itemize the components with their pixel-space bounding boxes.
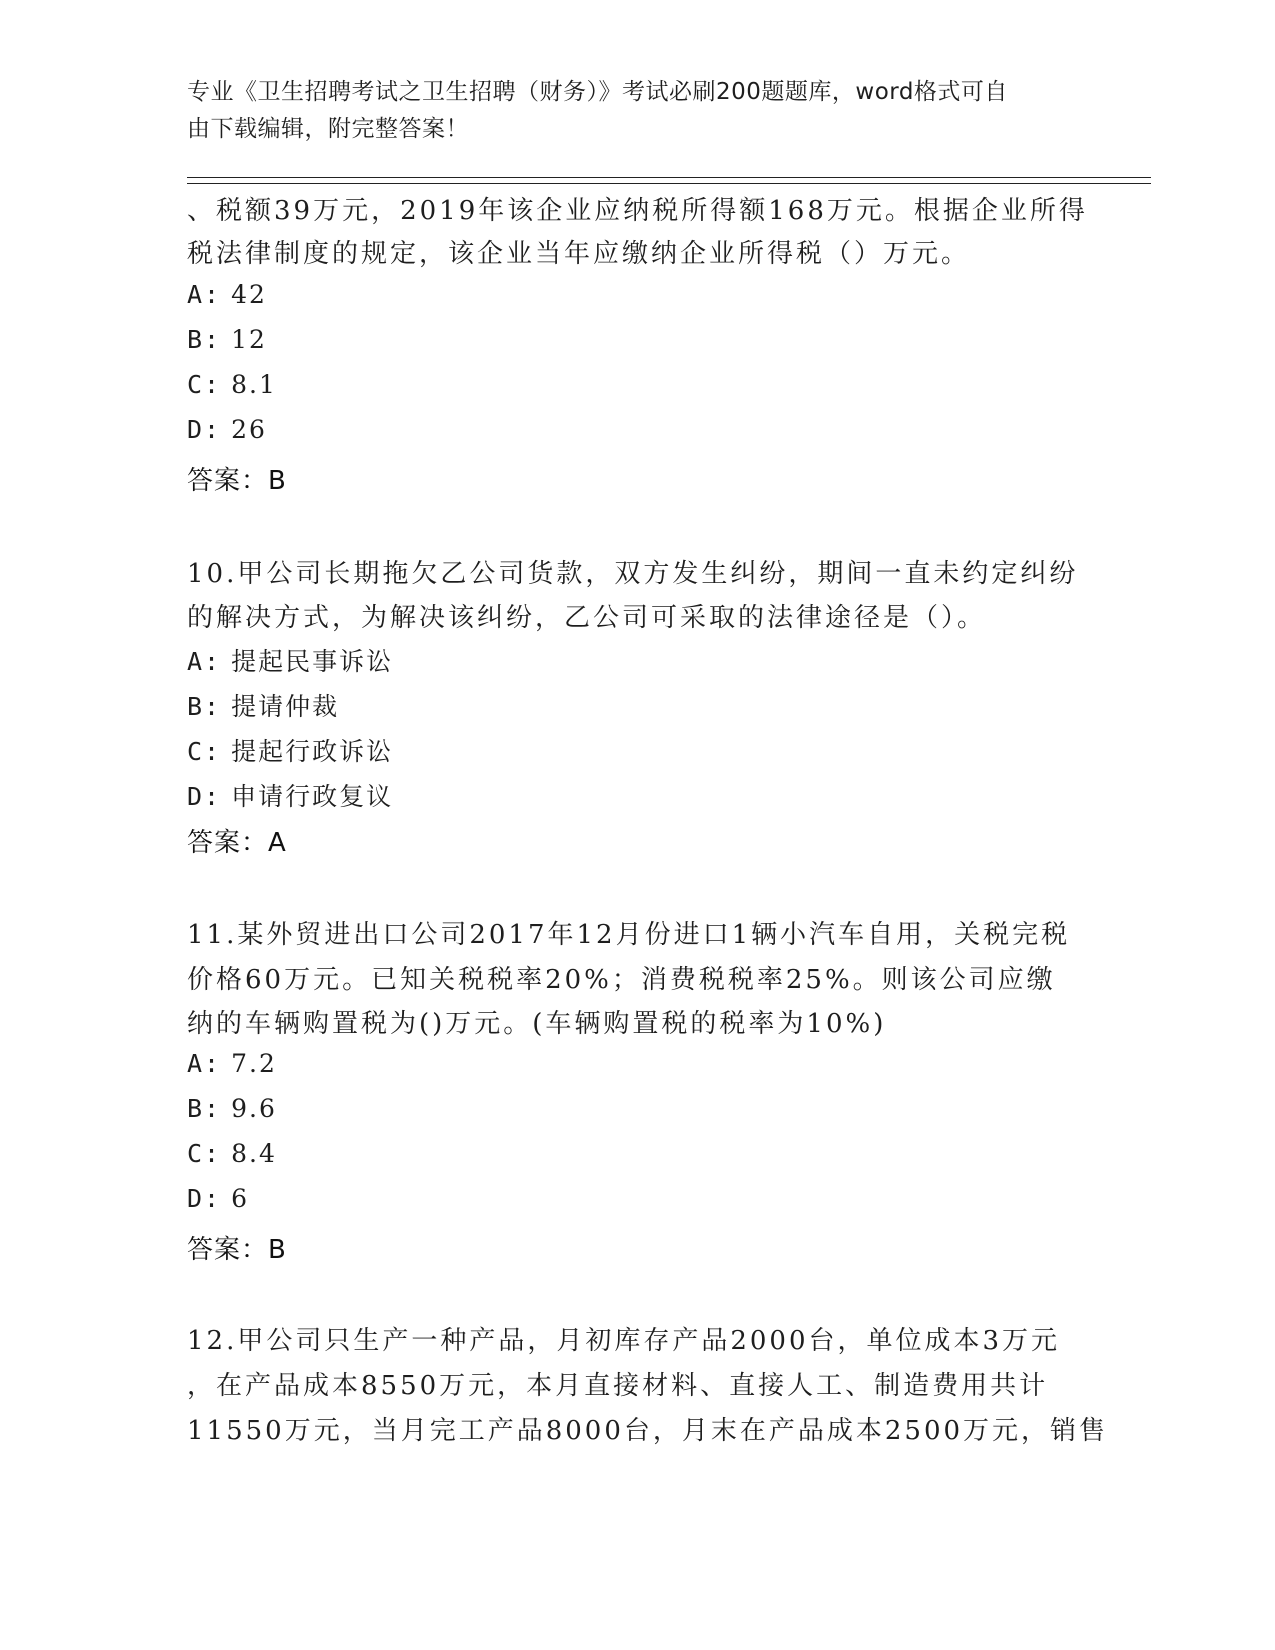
option-a (187, 642, 393, 678)
answer-label: 答案：A (187, 828, 287, 858)
option-text: 6 (231, 1184, 250, 1213)
option-a (187, 1049, 277, 1078)
option-text: 申请行政复议 (231, 782, 394, 811)
header-line-1: 专业《卫生招聘考试之卫生招聘（财务）》考试必刷200题题库，word格式可自 (187, 79, 1008, 105)
option-text: 26 (231, 415, 267, 444)
question-text-line: 11.某外贸进出口公司2017年12月份进口1辆小汽车自用，关税完税 (187, 920, 1071, 950)
option-text: 42 (231, 280, 267, 309)
question-text-line: 12.甲公司只生产一种产品，月初库存产品2000台，单位成本3万元 (187, 1326, 1061, 1356)
option-c (187, 1139, 277, 1168)
option-letter: B: (187, 692, 222, 721)
option-letter: D: (187, 415, 222, 444)
header-line-2: 由下载编辑，附完整答案！ (187, 116, 469, 142)
option-b (187, 687, 339, 723)
option-text: 提起行政诉讼 (231, 737, 394, 766)
option-letter: C: (187, 737, 222, 766)
option-c (187, 370, 277, 399)
question-text-line: 纳的车辆购置税为()万元。(车辆购置税的税率为10%) (187, 1009, 887, 1039)
question-text-line: 的解决方式，为解决该纠纷，乙公司可采取的法律途径是（）。 (187, 603, 987, 633)
option-text: 9.6 (231, 1094, 277, 1123)
option-a (187, 280, 267, 309)
option-letter: A: (187, 647, 222, 676)
header-divider-top (187, 177, 1151, 178)
option-d (187, 415, 267, 444)
option-letter: C: (187, 1139, 222, 1168)
option-text: 提请仲裁 (231, 692, 340, 721)
option-letter: D: (187, 1184, 222, 1213)
option-b (187, 325, 267, 354)
option-text: 7.2 (231, 1049, 277, 1078)
question-text-line: 10.甲公司长期拖欠乙公司货款，双方发生纠纷，期间一直未约定纠纷 (187, 559, 1079, 589)
option-letter: D: (187, 782, 222, 811)
option-text: 提起民事诉讼 (231, 647, 394, 676)
answer-label: 答案：B (187, 466, 287, 496)
option-d (187, 1184, 249, 1213)
question-text-line: 税法律制度的规定，该企业当年应缴纳企业所得税（）万元。 (187, 239, 971, 269)
option-letter: C: (187, 370, 222, 399)
answer-label: 答案：B (187, 1235, 287, 1265)
option-letter: B: (187, 325, 222, 354)
option-text: 12 (231, 325, 267, 354)
question-text-line: 价格60万元。已知关税税率20%；消费税税率25%。则该公司应缴 (187, 965, 1056, 995)
option-letter: A: (187, 1049, 222, 1078)
document-header (187, 74, 1067, 148)
question-text-line: ，在产品成本8550万元，本月直接材料、直接人工、制造费用共计 (187, 1371, 1049, 1401)
question-text-line: 11550万元，当月完工产品8000台，月末在产品成本2500万元，销售 (187, 1416, 1109, 1446)
option-d (187, 777, 393, 813)
option-text: 8.1 (231, 370, 277, 399)
option-text: 8.4 (231, 1139, 277, 1168)
option-letter: A: (187, 280, 222, 309)
option-letter: B: (187, 1094, 222, 1123)
header-divider-bottom (187, 183, 1151, 184)
option-c (187, 732, 393, 768)
option-b (187, 1094, 277, 1123)
question-text-line: 、税额39万元，2019年该企业应纳税所得额168万元。根据企业所得 (187, 196, 1088, 226)
